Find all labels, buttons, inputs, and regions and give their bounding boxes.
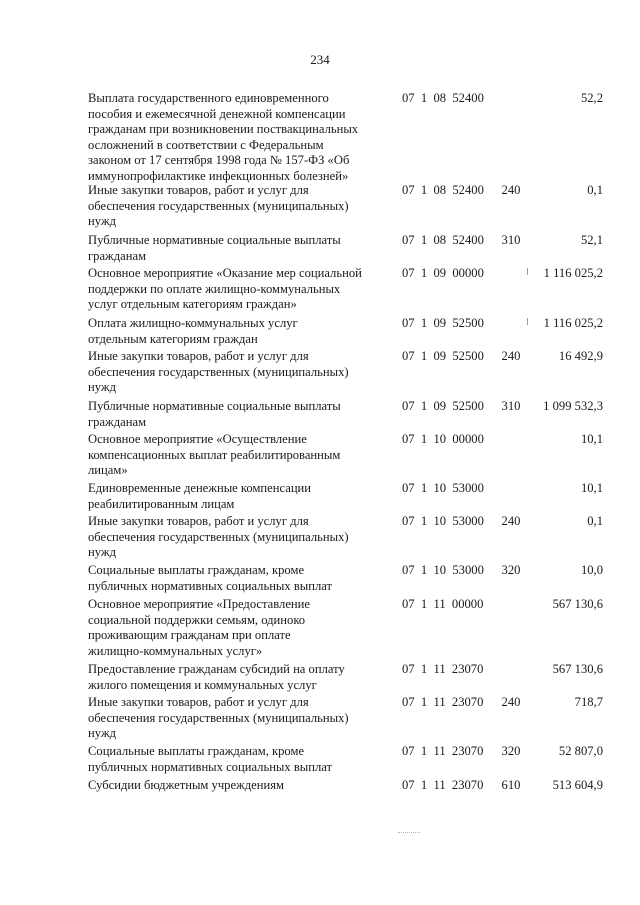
scan-artifact-mark	[398, 832, 420, 834]
row-sum: 16 492,9	[558, 349, 603, 363]
row-sum: 0,1	[587, 514, 603, 528]
row-sum: 567 130,6	[552, 662, 603, 676]
row-name: Основное мероприятие «Осуществление компенсационных выплат реабилитированным лицам»	[88, 432, 341, 477]
row-name: Иные закупки товаров, работ и услуг для обеспечения государственных (муниципальных) нужд	[88, 349, 349, 394]
row-name: Выплата государственного единовременного пособия и ежемесячной денежной компенсации гражданам при возникновении поствакцинальных осложнений в соответствии с Федеральным законом от 17 сентября 1998 года № 157-ФЗ «Об иммунопрофилактике инфекционных болезней»	[88, 91, 359, 183]
row-code: 07 1 09 52500	[402, 399, 484, 413]
row-code: 07 1 11 23070	[402, 695, 484, 709]
row-name: Оплата жилищно-коммунальных услуг отдельным категориям граждан	[88, 316, 298, 346]
row-code: 07 1 09 52500	[402, 316, 484, 330]
row-name: Субсидии бюджетным учреждениям	[88, 778, 284, 792]
row-name: Социальные выплаты гражданам, кроме публичных нормативных социальных выплат	[88, 563, 333, 593]
row-sum: 1 099 532,3	[543, 399, 603, 413]
row-name: Иные закупки товаров, работ и услуг для обеспечения государственных (муниципальных) нужд	[88, 183, 349, 228]
page-number: 234	[310, 52, 330, 67]
row-expense-type: 240	[501, 514, 521, 528]
row-name: Социальные выплаты гражданам, кроме публичных нормативных социальных выплат	[88, 744, 333, 774]
row-sum: 1 116 025,2	[543, 266, 603, 280]
row-sum: 52,1	[580, 233, 603, 247]
row-sum: 52 807,0	[558, 744, 603, 758]
row-name: Публичные нормативные социальные выплаты гражданам	[88, 399, 341, 429]
row-name: Иные закупки товаров, работ и услуг для обеспечения государственных (муниципальных) нужд	[88, 514, 349, 559]
row-sum: 52,2	[580, 91, 603, 105]
row-code: 07 1 09 00000	[402, 266, 484, 280]
scan-tick-mark	[527, 318, 528, 325]
row-code: 07 1 10 53000	[402, 514, 484, 528]
row-code: 07 1 09 52500	[402, 349, 484, 363]
row-code: 07 1 08 52400	[402, 233, 484, 247]
row-expense-type: 310	[501, 399, 521, 413]
scan-tick-mark	[527, 268, 528, 275]
row-name: Основное мероприятие «Предоставление социальной поддержки семьям, одиноко проживающим гражданам при оплате жилищно-коммунальных услуг»	[88, 597, 310, 658]
row-name: Иные закупки товаров, работ и услуг для обеспечения государственных (муниципальных) нужд	[88, 695, 349, 740]
row-code: 07 1 11 23070	[402, 662, 484, 676]
row-sum: 0,1	[587, 183, 603, 197]
row-sum: 10,1	[580, 481, 603, 495]
row-sum: 567 130,6	[552, 597, 603, 611]
row-code: 07 1 10 53000	[402, 563, 484, 577]
row-name: Основное мероприятие «Оказание мер социальной поддержки по оплате жилищно-коммунальных услуг отдельным категориям граждан»	[88, 266, 362, 311]
row-expense-type: 320	[501, 744, 521, 758]
row-code: 07 1 11 23070	[402, 744, 484, 758]
row-expense-type: 610	[501, 778, 521, 792]
row-sum: 513 604,9	[552, 778, 603, 792]
row-expense-type: 310	[501, 233, 521, 247]
row-sum: 1 116 025,2	[543, 316, 603, 330]
row-code: 07 1 08 52400	[402, 91, 484, 105]
row-name: Предоставление гражданам субсидий на оплату жилого помещения и коммунальных услуг	[88, 662, 345, 692]
row-code: 07 1 11 00000	[402, 597, 484, 611]
row-name: Единовременные денежные компенсации реабилитированным лицам	[88, 481, 312, 511]
row-sum: 10,1	[580, 432, 603, 446]
row-name: Публичные нормативные социальные выплаты гражданам	[88, 233, 341, 263]
row-expense-type: 320	[501, 563, 521, 577]
row-code: 07 1 11 23070	[402, 778, 484, 792]
row-expense-type: 240	[501, 183, 521, 197]
row-expense-type: 240	[501, 695, 521, 709]
row-sum: 10,0	[580, 563, 603, 577]
row-code: 07 1 10 00000	[402, 432, 484, 446]
row-code: 07 1 08 52400	[402, 183, 484, 197]
row-sum: 718,7	[574, 695, 603, 709]
row-expense-type: 240	[501, 349, 521, 363]
row-code: 07 1 10 53000	[402, 481, 484, 495]
